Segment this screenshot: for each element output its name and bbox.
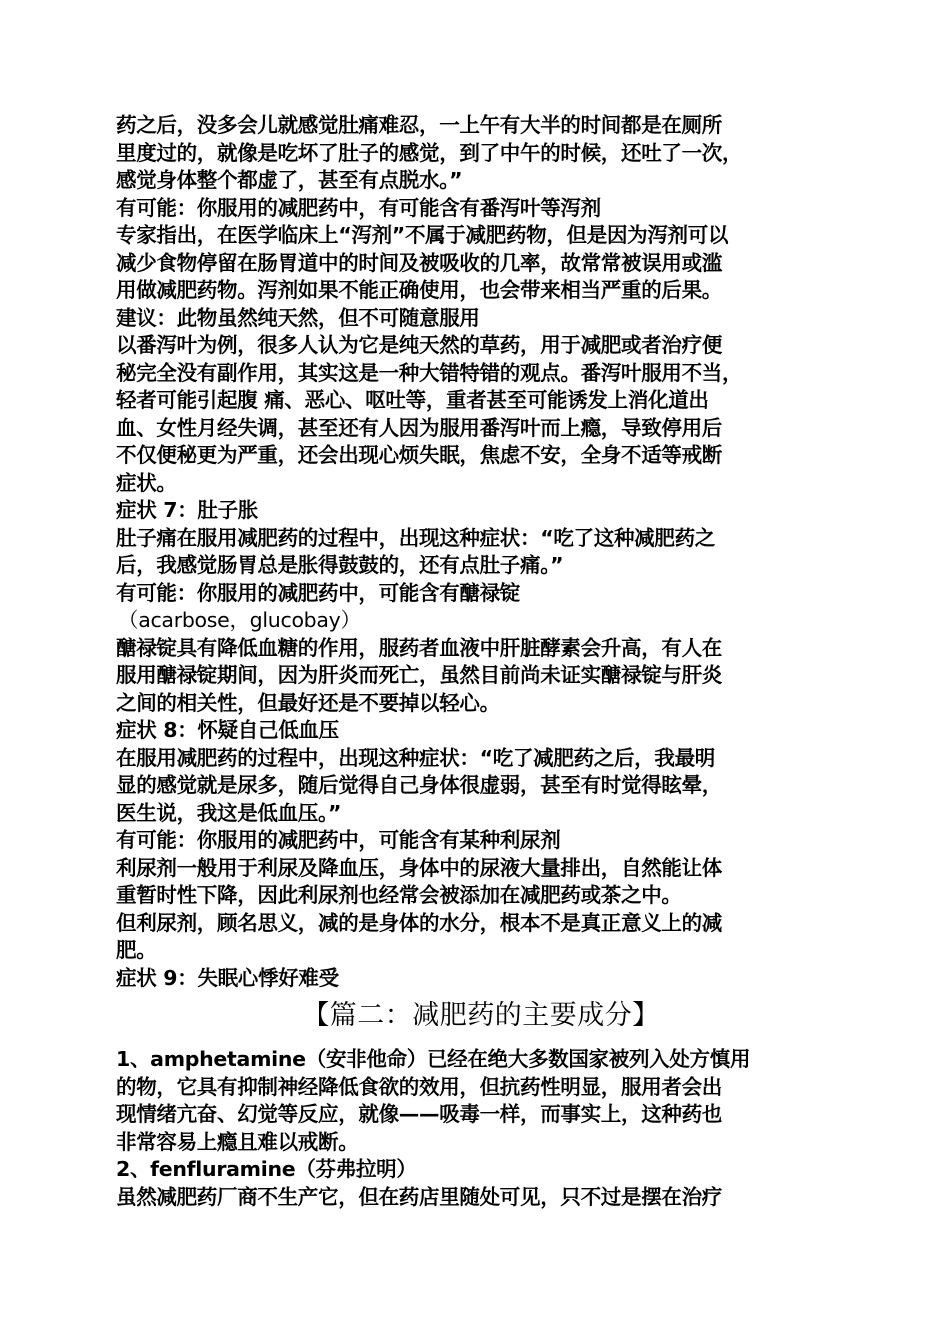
section-heading: 【篇二：减肥药的主要成分】 [302,1000,660,1031]
text-line: 不仅便秘更为严重，还会出现心烦失眠，焦虑不安，全身不适等戒断 [116,443,722,467]
text-line: （acarbose，glucobay） [118,608,361,632]
text-line: 感觉身体整个都虚了，甚至有点脱水。” [116,168,463,192]
text-line: 症状。 [116,470,177,495]
text-line: 后，我感觉肠胃总是胀得鼓鼓的，还有点肚子痛。” [116,553,564,577]
symptom-heading: 症状 7：肚子胀 [116,498,259,522]
body-text-block [116,112,846,992]
text-line: 显的感觉就是尿多，随后觉得自己身体很虚弱，甚至有时觉得眩晕， [116,773,722,797]
body-text-block-2 [116,1046,846,1211]
text-line: 医生说，我这是低血压。” [116,800,342,825]
text-line: 专家指出，在医学临床上“泻剂”不属于减肥药物，但是因为泻剂可以 [116,223,729,247]
text-line: 虽然减肥药厂商不生产它，但在药店里随处可见，只不过是摆在治疗 [116,1184,722,1209]
text-line: 肥。 [116,938,157,962]
text-line: 减少食物停留在肠胃道中的时间及被吸收的几率，故常常被误用或滥 [116,250,722,275]
subheading-line: 建议：此物虽然纯天然，但不可随意服用 [116,305,480,330]
text-line: 利尿剂一般用于利尿及降血压，身体中的尿液大量排出，自然能让体 [116,855,722,880]
text-line: 重暂时性下降，因此利尿剂也经常会被添加在减肥药或茶之中。 [116,883,682,907]
text-line: 在服用减肥药的过程中，出现这种症状：“吃了减肥药之后，我最明 [116,745,715,770]
text-line: 用做减肥药物。泻剂如果不能正确使用，也会带来相当严重的后果。 [116,278,722,302]
text-line: 2、fenfluramine（芬弗拉明） [116,1157,417,1181]
text-line: 醣禄锭具有降低血糖的作用，服药者血液中肝脏酵素会升高，有人在 [116,635,722,660]
text-line: 现情绪亢奋、幻觉等反应，就像——吸毒一样，而事实上，这种药也 [116,1102,722,1126]
subheading-line: 有可能：你服用的减肥药中，有可能含有番泻叶等泻剂 [116,195,601,220]
document-page [116,112,846,1211]
text-line: 轻者可能引起腹 痛、恶心、呕吐等，重者甚至可能诱发上消化道出 [116,388,709,412]
text-line: 以番泻叶为例，很多人认为它是纯天然的草药，用于减肥或者治疗便 [116,333,722,357]
subheading-line: 有可能：你服用的减肥药中，可能含有某种利尿剂 [116,828,561,852]
text-line: 非常容易上瘾且难以戒断。 [116,1129,359,1154]
subheading-line: 有可能：你服用的减肥药中，可能含有醣禄锭 [116,580,520,605]
text-line: 秘完全没有副作用，其实这是一种大错特错的观点。番泻叶服用不当， [116,360,743,385]
text-line: 服用醣禄锭期间，因为肝炎而死亡，虽然目前尚未证实醣禄锭与肝炎 [116,663,722,687]
text-line: 但利尿剂，顾名思义，减的是身体的水分，根本不是真正意义上的减 [116,910,722,935]
text-line: 药之后，没多会儿就感觉肚痛难忍，一上午有大半的时间都是在厕所 [116,113,722,137]
text-line: 的物，它具有抑制神经降低食欲的效用，但抗药性明显，服用者会出 [116,1074,722,1099]
text-line: 肚子痛在服用减肥药的过程中，出现这种症状：“吃了这种减肥药之 [116,525,715,550]
text-line: 里度过的，就像是吃坏了肚子的感觉，到了中午的时候，还吐了一次， [116,140,743,165]
symptom-heading: 症状 8：怀疑自己低血压 [116,718,339,742]
symptom-heading: 症状 9：失眠心悸好难受 [116,965,339,990]
text-line: 之间的相关性，但最好还是不要掉以轻心。 [116,690,500,715]
text-line: 1、amphetamine（安非他命）已经在绝大多数国家被列入处方慎用 [116,1047,751,1071]
text-line: 血、女性月经失调，甚至还有人因为服用番泻叶而上瘾，导致停用后 [116,415,722,440]
